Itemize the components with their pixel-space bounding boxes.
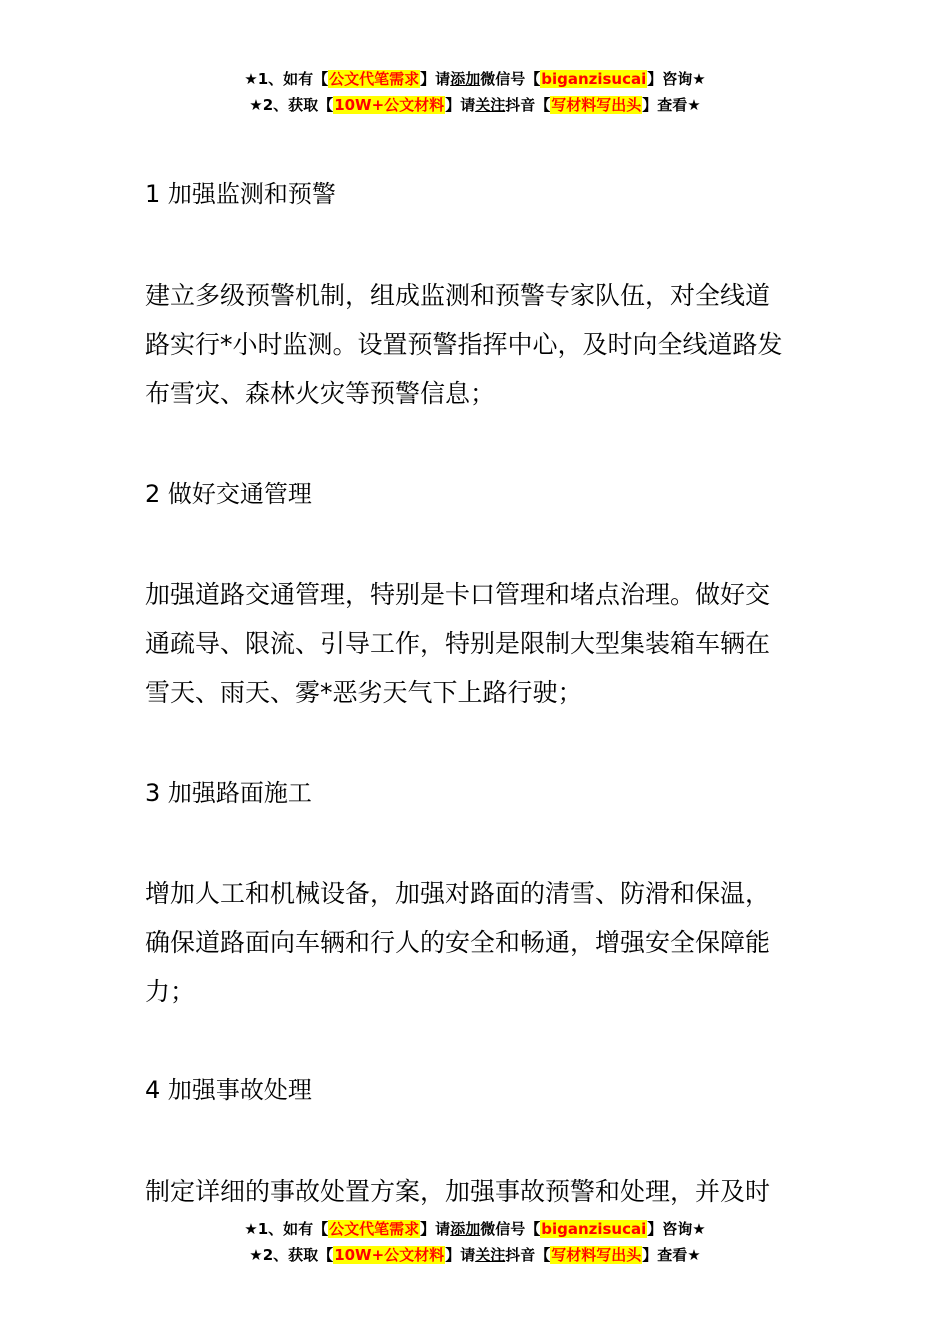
banner-highlight: 公文代笔需求 [329,70,420,88]
banner-text: 】查看★ [642,96,701,114]
paragraph-line: 布雪灾、森林火灾等预警信息； [145,379,496,408]
banner-text: ★1、如有【 [244,1220,329,1238]
banner-text: 微信号【 [480,70,541,88]
section-paragraph-2 [145,570,810,717]
banner-underlined: 关注 [475,1246,506,1264]
banner-douyin-id: 写材料写出头 [551,96,642,114]
banner-text: 】请 [445,96,476,114]
paragraph-line: 制定详细的事故处置方案，加强事故预警和处理，并及时 [145,1177,771,1206]
banner-wechat-id: biganzisucai [541,70,647,88]
section-paragraph-1 [145,271,810,418]
footer-banner [0,1216,950,1268]
section-heading-1: 1 加强监测和预警 [145,180,336,208]
paragraph-line: 通疏导、限流、引导工作，特别是限制大型集装箱车辆在 [145,629,771,658]
banner-text: 抖音【 [505,96,551,114]
paragraph-line: 雪天、雨天、雾*恶劣天气下上路行驶； [145,678,583,707]
banner-text: 】查看★ [642,1246,701,1264]
banner-text: 】咨询★ [647,70,706,88]
paragraph-line: 路实行*小时监测。设置预警指挥中心，及时向全线道路发 [145,330,783,359]
banner-highlight: 公文代笔需求 [329,1220,420,1238]
section-heading-2: 2 做好交通管理 [145,480,312,508]
banner-douyin-id: 写材料写出头 [551,1246,642,1264]
paragraph-line: 建立多级预警机制，组成监测和预警专家队伍，对全线道 [145,281,771,310]
banner-text: 】咨询★ [647,1220,706,1238]
banner-line-2 [0,92,950,118]
banner-text: 微信号【 [480,1220,541,1238]
banner-underlined: 添加 [450,1220,481,1238]
banner-highlight: 10W+公文材料 [334,96,445,114]
section-paragraph-4 [145,1167,810,1216]
section-heading-4: 4 加强事故处理 [145,1076,312,1104]
paragraph-line: 增加人工和机械设备，加强对路面的清雪、防滑和保温， [145,879,771,908]
banner-line-1 [0,1216,950,1242]
banner-text: 】请 [420,70,451,88]
paragraph-line: 力； [145,977,196,1006]
banner-text: 】请 [420,1220,451,1238]
banner-underlined: 添加 [450,70,481,88]
banner-text: ★2、获取【 [249,96,334,114]
banner-line-2 [0,1242,950,1268]
banner-text: 抖音【 [505,1246,551,1264]
paragraph-line: 加强道路交通管理，特别是卡口管理和堵点治理。做好交 [145,580,771,609]
banner-line-1 [0,66,950,92]
section-paragraph-3 [145,869,810,1016]
banner-text: ★1、如有【 [244,70,329,88]
banner-highlight: 10W+公文材料 [334,1246,445,1264]
banner-text: ★2、获取【 [249,1246,334,1264]
section-heading-3: 3 加强路面施工 [145,779,312,807]
banner-text: 】请 [445,1246,476,1264]
banner-wechat-id: biganzisucai [541,1220,647,1238]
header-banner [0,66,950,118]
banner-underlined: 关注 [475,96,506,114]
paragraph-line: 确保道路面向车辆和行人的安全和畅通，增强安全保障能 [145,928,771,957]
